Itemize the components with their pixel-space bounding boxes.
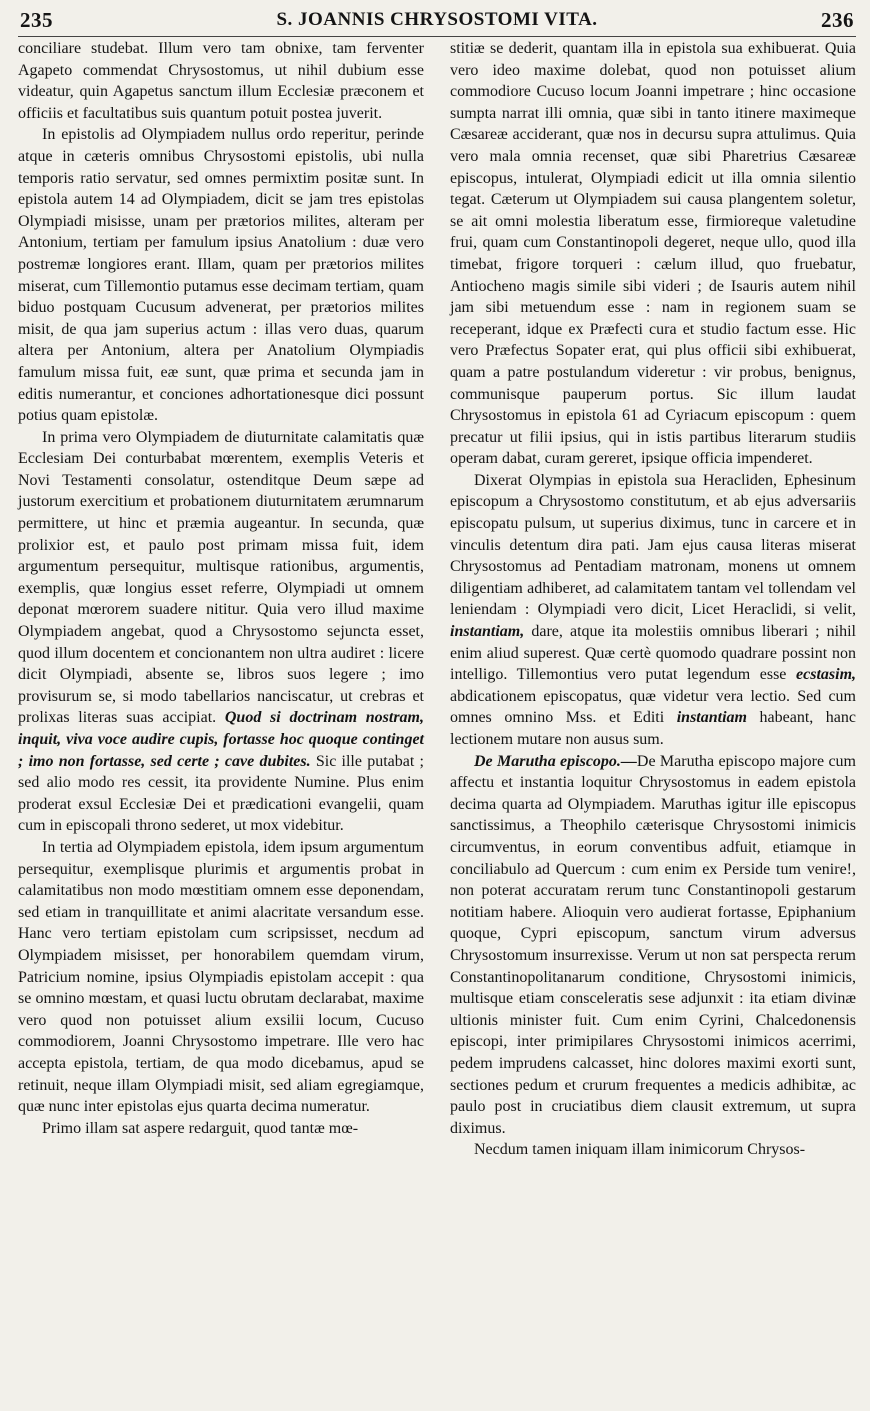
running-title: S. JOANNIS CHRYSOSTOMI VITA. (276, 9, 598, 30)
paragraph: Primo illam sat aspere redarguit, quod tantæ mœ- (42, 1119, 359, 1137)
page-number-left: 235 (20, 8, 53, 32)
paragraph: conciliare studebat. Illum vero tam obnixe, tam ferventer Agapeto commendat Chrysostomus, ut nihil dubium esse videatur, quin Agapetus sanctum illum Ecclesiæ præconem et officiis et facultatibus suis quantum potuit postea juverit. (18, 40, 424, 122)
paragraph-text: habeant, hanc lectionem mutare non ausus sum. (450, 709, 857, 748)
paragraph: stitiæ se dederit, quantam illa in epistola sua exhibuerat. Quia vero ideo maxime dolebat, quod non potuisset alium commodiore Cucuso locum Joanni impetrare ; hinc occasione sumpta narrat illi omnia, quæ sibi in tanto itinere maximeque Cæsareæ acciderant, quæ nos in decursu supra attulimus. Quia vero mala omnia recenset, quæ sibi Pharetrius Cæsareæ episcopus, intulerat, Olympiadi edicit ut illa omnia silentio tegat. Cæterum ut Olympiadem sui causa plangentem soletur, se ait omni molestia liberatum esse, firmioreque valetudine frui, quam cum Constantinopoli degeret, neque ullo, quod illa timebat, frigore torqueri : cælum illud, quo fruebatur, Antiocheno magis simile sibi videri ; de Isauris autem nihil jam sibi metuendum esse : nam in regionem suam se receperant, idque ex Præfecti cura et studio factum esse. Hic vero Præfectus Sopater erat, qui plus officii sibi exhibuerat, quam a patre postulandum videretur : vir probus, benignus, communisque pauperum portus. Sic illum laudat Chrysostomus in epistola 61 ad Cyriacum episcopum : quem precatur ut filii ipsius, qui in istis partibus literarum studiis operam dabat, curam gereret, ipsique officia impenderet. (450, 40, 856, 468)
paragraph-text: abdicationem episcopatus, quæ videtur vera lectio. Sed cum omnes omnino Mss. et Editi (450, 687, 856, 727)
paragraph-text: dare, atque ita molestiis omnibus liberari ; nihil enim aliud superest. Quæ certè quomodo quadrare possint non intelligo. Tillemontius vero putat legendum esse (450, 623, 857, 684)
section-heading: De Marutha episcopo.— (474, 752, 637, 770)
paragraph: In epistolis ad Olympiadem nullus ordo reperitur, perinde atque in cæteris omnibus Chrysostomi epistolis, ubi nulla temporis ratio servatur, sed omnes permixtim positæ sunt. In epistola autem 14 ad Olympiadem, dicit se jam tres epistolas Olympiadi misisse, unam per prætorios milites, alteram per Antonium, tertiam per famulum ipsius Anatolium : duæ vero postremæ longiores erant. Illam, quam per prætorios milites miserat, cum Tillemontio putamus esse decimam tertiam, quam biduo postquam Cucusum advenerat, per prætorios milites misit, de qua jam superius actum : illas vero duas, quarum altera per Antonium, altera per Anatolium Olympiadis famulum missa fuit, eæ sunt, quæ prima et secunda jam in editis numerantur, et conciones adhortationesque dici possunt potius quam epistolæ. (18, 126, 424, 425)
page-number-right: 236 (821, 8, 854, 32)
running-header (18, 6, 856, 37)
emphasis: instantiam (676, 709, 747, 727)
paragraph-text: Dixerat Olympias in epistola sua Heracliden, Ephesinum episcopum a Chrysostomo constitutum, et ab ejus adversariis episcopatu pulsum, ut superius diximus, tunc in carcere et in vinculis detentum dira pati. Jam ejus causa literas miserat Chrysostomus ad Pentadiam matronam, monens ut omnem diligentiam adhiberet, ad calamitatem tantam vel tollendam vel leniendam : Olympiadi vero dicit, Licet Heraclidi, si velit, (450, 471, 856, 619)
paragraph-text: In prima vero Olympiadem de diuturnitate calamitatis quæ Ecclesiam Dei conturbabat mœrentem, exemplis Veteris et Novi Testamenti consolatur, ostenditque Deum sæpe ad justorum exercitium et probationem diuturnitatem ærumnarum permittere, ut hinc et præmia augeantur. In secunda, quæ prolixior est, et paulo post primam missa fuit, idem argumentum persequitur, multisque rationibus, argumentis, exemplis, quæ longius esset referre, Olympiadi ut omnem deponat mœrorem suadere nititur. Quia vero illud maxime Olympiadem angebat, quod a Chrysostomo sejuncta esset, quod illum docentem et concionantem non ultra audiret : licere dicit Olympiadi, absente se, libros suos legere ; imo provisurum se, si modo tabellarios nanciscatur, ut crebras et prolixas literas suas accipiat. (18, 428, 424, 727)
text-columns (18, 38, 856, 1405)
paragraph-text: De Marutha episcopo majore cum affectu et instantia loquitur Chrysostomus in eadem epistola decima quarta ad Olympiadem. Maruthas igitur ille episcopus sanctissimus, a Theophilo cæterisque Chrysostomi inimicis circumventus, in eorum conventibus adfuit, etiamque in conciliabulo ad Quercum : cum enim ex Perside tum venire!, non poterat accuratam rerum tunc Constantinopoli gestarum notitiam habere. Alioquin vero audierat fortasse, Epiphanium quoque, Cypri episcopum, sanctum virum adversus Chrysostomum insurrexisse. Verum ut non sat perspecta rerum Constantinopolitanarum conditione, Chrysostomi inimicis, multisque etiam consceleratis sese adjunxit : ita etiam divinæ ultionis minister fuit. Cum enim Cyrini, Chalcedonensis episcopi, inter primipilares Chrysostomi inimicos acerrimi, pedem imprudens calcasset, hinc dolores maximi exorti sunt, sectiones pedum et crurum frequentes a medicis adhibitæ, ac paulo post in cruciatibus diem clausit extremum, ut supra diximus. (450, 752, 856, 1137)
emphasis: ecstasim, (796, 666, 857, 684)
paragraph: In tertia ad Olympiadem epistola, idem ipsum argumentum persequitur, exemplisque plurimis et argumentis probat in calamitatibus non modo mœstitiam omnem esse deponendam, sed etiam in tranquillitate et animi alacritate versandum esse. Hanc vero tertiam epistolam cum scripsisset, necdum ad Olympiadem misisset, per honorabilem quemdam virum, Patricium nomine, ipsius Olympiadis epistolam accepit : qua se omnino mœstam, et quasi luctu obrutam declarabat, maxime vero quod non potuisset alium exsilii locum, Cucuso commodiorem, Joanni Chrysostomo impetrare. Ille vero hac accepta epistola, tertiam, de qua modo dicebamus, apud se retinuit, neque illam Olympiadi misit, sed aliam egregiamque, quæ nunc inter epistolas ejus quarta decima numeratur. (18, 838, 424, 1116)
paragraph (18, 427, 424, 837)
paragraph (450, 751, 856, 1140)
paragraph: Necdum tamen iniquam illam inimicorum Chrysos- (474, 1141, 806, 1159)
left-column (18, 38, 430, 1405)
quotation: Quod si doctrinam nostram, inquit, viva voce audire cupis, fortasse hoc quoque continget ; imo non fortasse, sed certe ; cave dubites. (18, 709, 425, 770)
right-column (444, 38, 856, 1405)
paragraph (450, 470, 856, 751)
emphasis: instantiam, (450, 623, 525, 641)
paragraph-text: Sic ille putabat ; sed alio modo res cessit, ita providente Numine. Plus enim proderat exsul Ecclesiæ Dei et prædicationi evangelii, quam cum in episcopali throno sederet, ut mox videbitur. (18, 752, 425, 835)
